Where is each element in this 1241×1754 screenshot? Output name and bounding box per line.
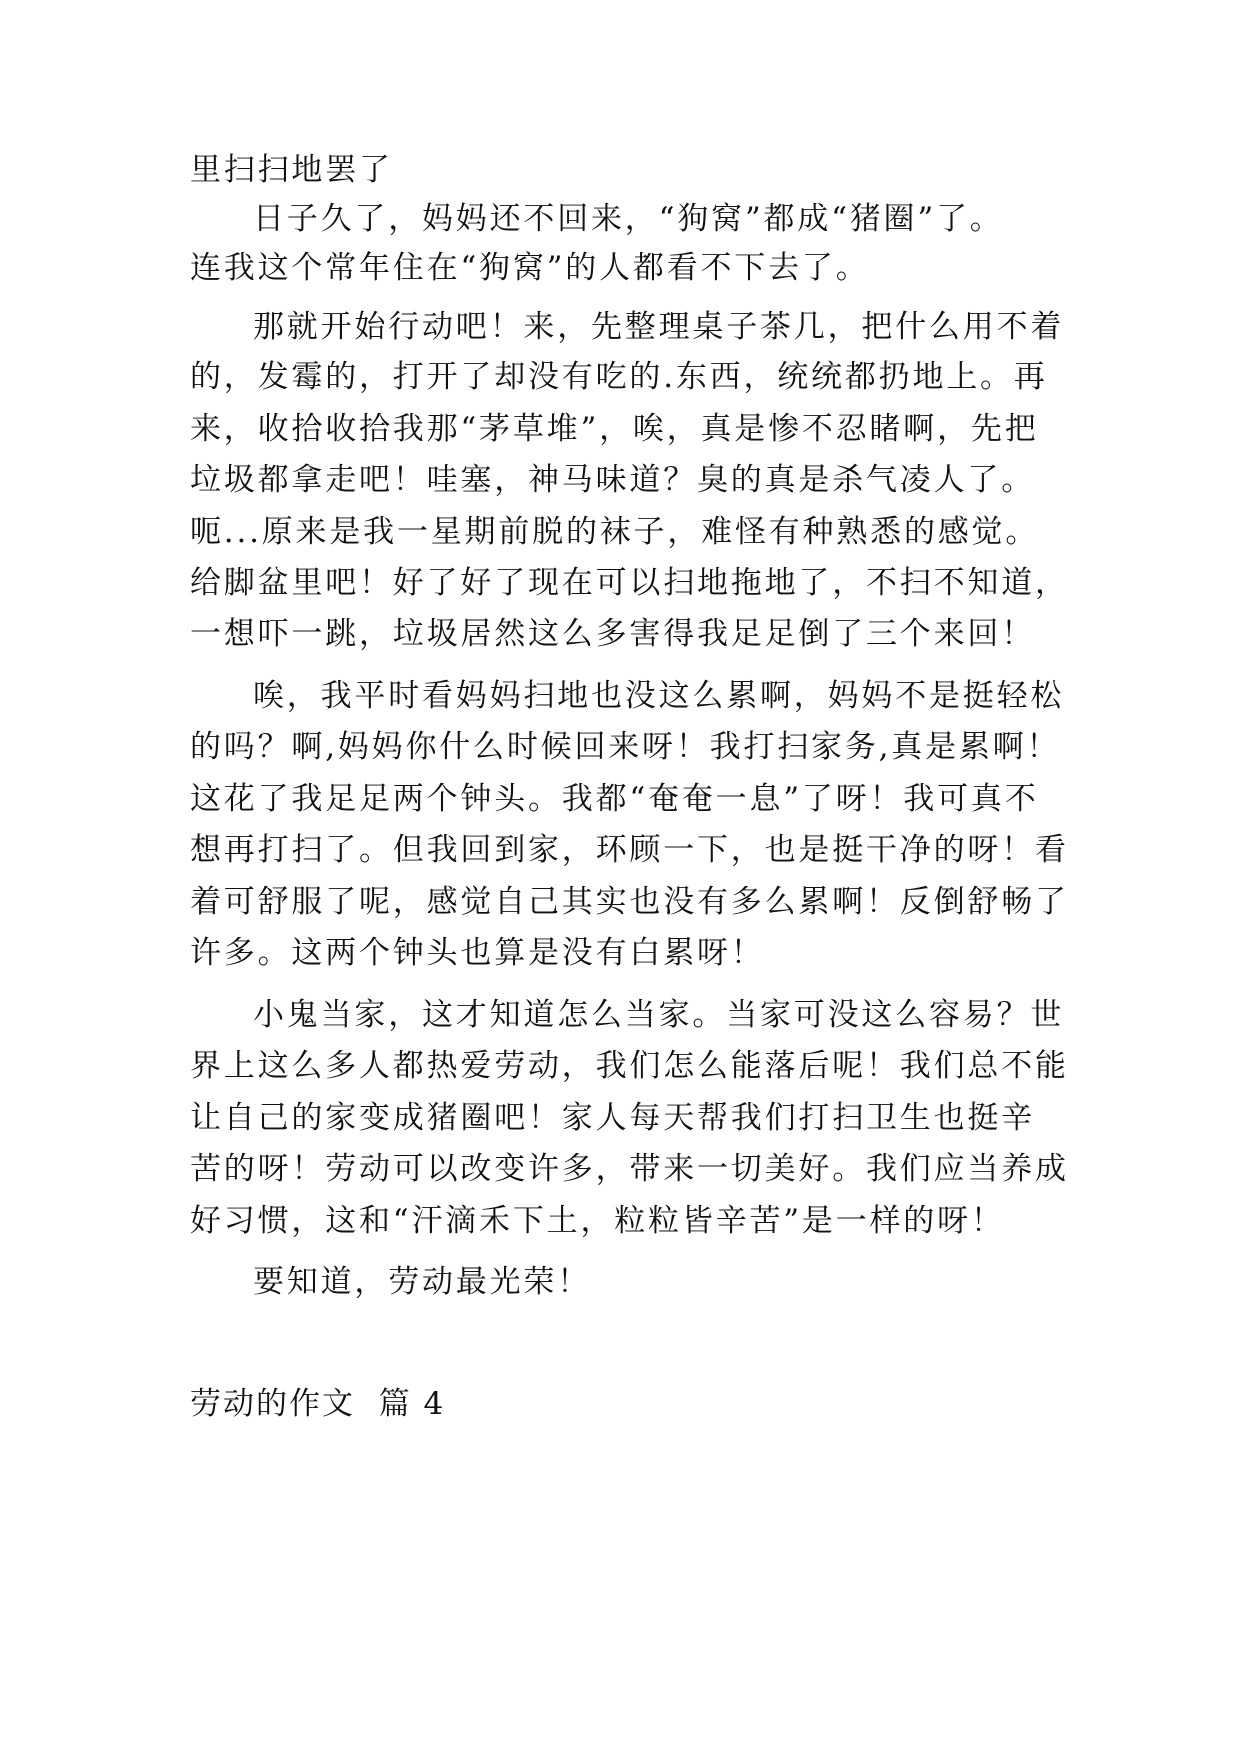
text-line: 许多。这两个钟头也算是没有白累呀！: [190, 935, 765, 971]
paragraph-start: 要知道，劳动最光荣！: [253, 1264, 591, 1300]
text-line: 呃...原来是我一星期前脱的袜子，难怪有种熟悉的感觉。: [190, 514, 1040, 550]
paragraph-start: 唉，我平时看妈妈扫地也没这么累啊，妈妈不是挺轻松: [253, 678, 1065, 714]
text-line: 给脚盆里吧！好了好了现在可以扫地拖地了，不扫不知道，: [190, 565, 1069, 601]
text-line: 一想吓一跳，垃圾居然这么多害得我足足倒了三个来回！: [190, 616, 1035, 652]
text-line: 界上这么多人都热爱劳动，我们怎么能落后呢！我们总不能: [190, 1048, 1069, 1084]
text-line: 着可舒服了呢，感觉自己其实也没有多么累啊！反倒舒畅了: [190, 884, 1069, 920]
text-line: 这花了我足足两个钟头。我都“奄奄一息”了呀！我可真不: [190, 781, 1039, 817]
paragraph-start: 日子久了，妈妈还不回来，“狗窝”都成“猪圈”了。: [253, 201, 1004, 237]
paragraph-start: 小鬼当家，这才知道怎么当家。当家可没这么容易？世: [253, 997, 1065, 1033]
text-line: 垃圾都拿走吧！哇塞，神马味道？臭的真是杀气凌人了。: [190, 462, 1035, 498]
text-line: 里扫扫地罢了: [190, 152, 393, 188]
text-line: 想再打扫了。但我回到家，环顾一下，也是挺干净的呀！看: [190, 832, 1069, 868]
text-line: 好习惯，这和“汗滴禾下土，粒粒皆辛苦”是一样的呀！: [190, 1203, 1005, 1239]
text-line: 让自己的家变成猪圈吧！家人每天帮我们打扫卫生也挺辛: [190, 1100, 1035, 1136]
text-line: 的吗？啊,妈妈你什么时候回来呀！我打扫家务,真是累啊！: [190, 729, 1061, 765]
text-line: 来，收拾收拾我那“茅草堆”，唉，真是惨不忍睹啊，先把: [190, 411, 1039, 447]
text-line: 连我这个常年住在“狗窝”的人都看不下去了。: [190, 250, 870, 286]
text-line: 的，发霉的，打开了却没有吃的.东西，统统都扔地上。再: [190, 359, 1048, 395]
section-heading: 劳动的作文 篇 4: [190, 1386, 446, 1422]
text-line: 苦的呀！劳动可以改变许多，带来一切美好。我们应当养成: [190, 1151, 1069, 1187]
paragraph-start: 那就开始行动吧！来，先整理桌子茶几，把什么用不着: [253, 309, 1065, 345]
